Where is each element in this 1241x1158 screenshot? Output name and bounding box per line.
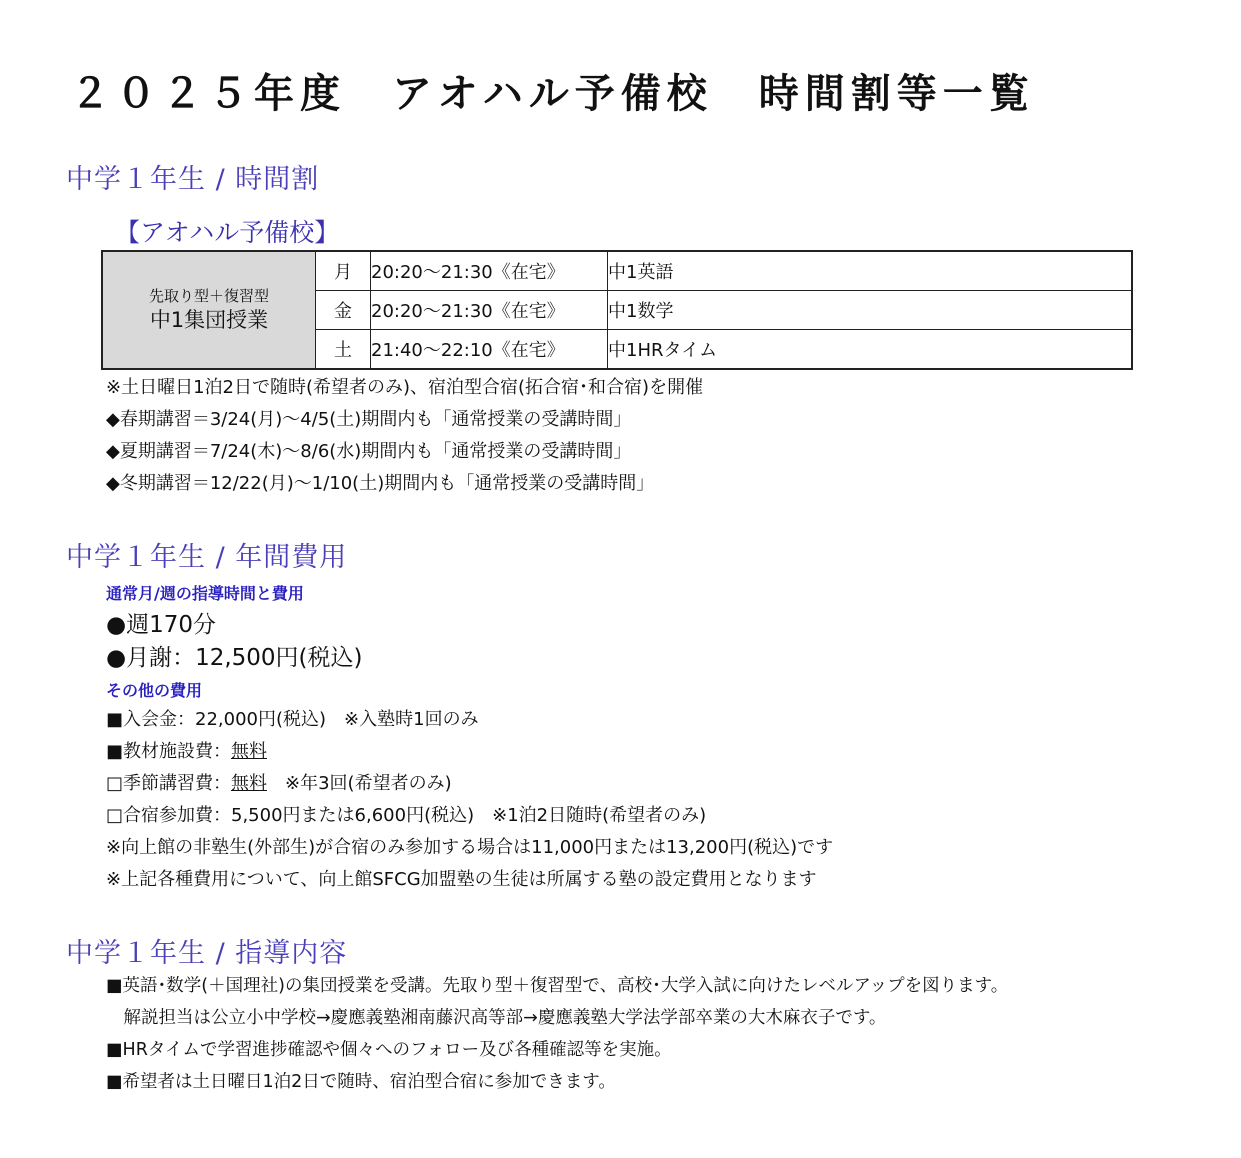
course-cell: 中1HRタイム — [608, 330, 1133, 370]
fee-item-materials — [106, 736, 833, 768]
day-cell: 金 — [316, 291, 371, 330]
fee-label: ■教材施設費： — [106, 741, 232, 762]
other-fee-heading: その他の費用 — [106, 681, 203, 700]
content-item: ■希望者は土日曜日1泊2日で随時、宿泊型合宿に参加できます。 — [106, 1072, 616, 1092]
fee-item-admission: ■入会金：22,000円(税込) ※入塾時1回のみ — [106, 709, 479, 730]
note-line: ※土日曜日1泊2日で随時(希望者のみ)、宿泊型合宿(拓合宿･和合宿)を開催 — [106, 377, 704, 398]
course-cell: 中1数学 — [608, 291, 1133, 330]
section-heading-fees: 中学１年生 / 年間費用 — [66, 542, 348, 573]
content-item: ■HRタイムで学習進捗確認や個々へのフォロー及び各種確認等を実施。 — [106, 1040, 672, 1060]
fee-note-external: ※向上館の非塾生(外部生)が合宿のみ参加する場合は11,000円または13,200円(税込)です — [106, 837, 834, 858]
time-cell: 21:40～22:10《在宅》 — [371, 330, 608, 370]
fee-value: 無料 — [231, 773, 268, 794]
fee-label: □季節講習費： — [106, 773, 232, 794]
course-cell: 中1英語 — [608, 251, 1133, 291]
fee-value: 無料 — [231, 741, 268, 762]
section-heading-content: 中学１年生 / 指導内容 — [66, 938, 348, 969]
page-title: ２０２５年度 アオハル予備校 時間割等一覧 — [70, 71, 1035, 117]
fee-note-sfcg: ※上記各種費用について、向上館SFCG加盟塾の生徒は所属する塾の設定費用となります — [106, 869, 817, 890]
time-cell: 20:20～21:30《在宅》 — [371, 251, 608, 291]
day-cell: 月 — [316, 251, 371, 291]
other-fee-list — [106, 704, 833, 896]
class-type-line2: 中1集団授業 — [149, 308, 269, 332]
fee-item-seasonal — [106, 768, 833, 800]
content-list — [106, 970, 1008, 1098]
note-line: ◆夏期講習＝7/24(木)～8/6(水)期間内も「通常授業の受講時間」 — [106, 441, 632, 462]
class-type-line1: 先取り型＋復習型 — [148, 287, 269, 305]
time-cell: 20:20～21:30《在宅》 — [371, 291, 608, 330]
regular-fee-heading: 通常月/週の指導時間と費用 — [106, 584, 304, 603]
schedule-notes — [106, 372, 703, 500]
content-item: ■英語･数学(＋国理社)の集団授業を受講。先取り型＋復習型で、高校･大学入試に向けたレベルアップを図ります。 — [106, 976, 1009, 996]
note-line: ◆春期講習＝3/24(月)～4/5(土)期間内も「通常授業の受講時間」 — [106, 409, 632, 430]
table-row — [102, 251, 1132, 291]
day-cell: 土 — [316, 330, 371, 370]
class-type-cell — [102, 251, 316, 369]
fee-item-camp: □合宿参加費：5,500円または6,600円(税込) ※1泊2日随時(希望者のみ) — [106, 805, 707, 826]
section-heading-schedule: 中学１年生 / 時間割 — [66, 164, 320, 195]
note-line: ◆冬期講習＝12/22(月)～1/10(土)期間内も「通常授業の受講時間」 — [106, 473, 655, 494]
school-label: 【アオハル予備校】 — [115, 218, 340, 247]
content-item: 解説担当は公立小中学校→慶應義塾湘南藤沢高等部→慶應義塾大学法学部卒業の大木麻衣子です。 — [106, 1008, 887, 1028]
weekly-hours: ●週170分 — [106, 612, 216, 638]
monthly-fee: ●月謝：12,500円(税込) — [106, 645, 363, 671]
fee-note: ※年3回(希望者のみ) — [267, 773, 452, 794]
timetable — [101, 250, 1133, 370]
